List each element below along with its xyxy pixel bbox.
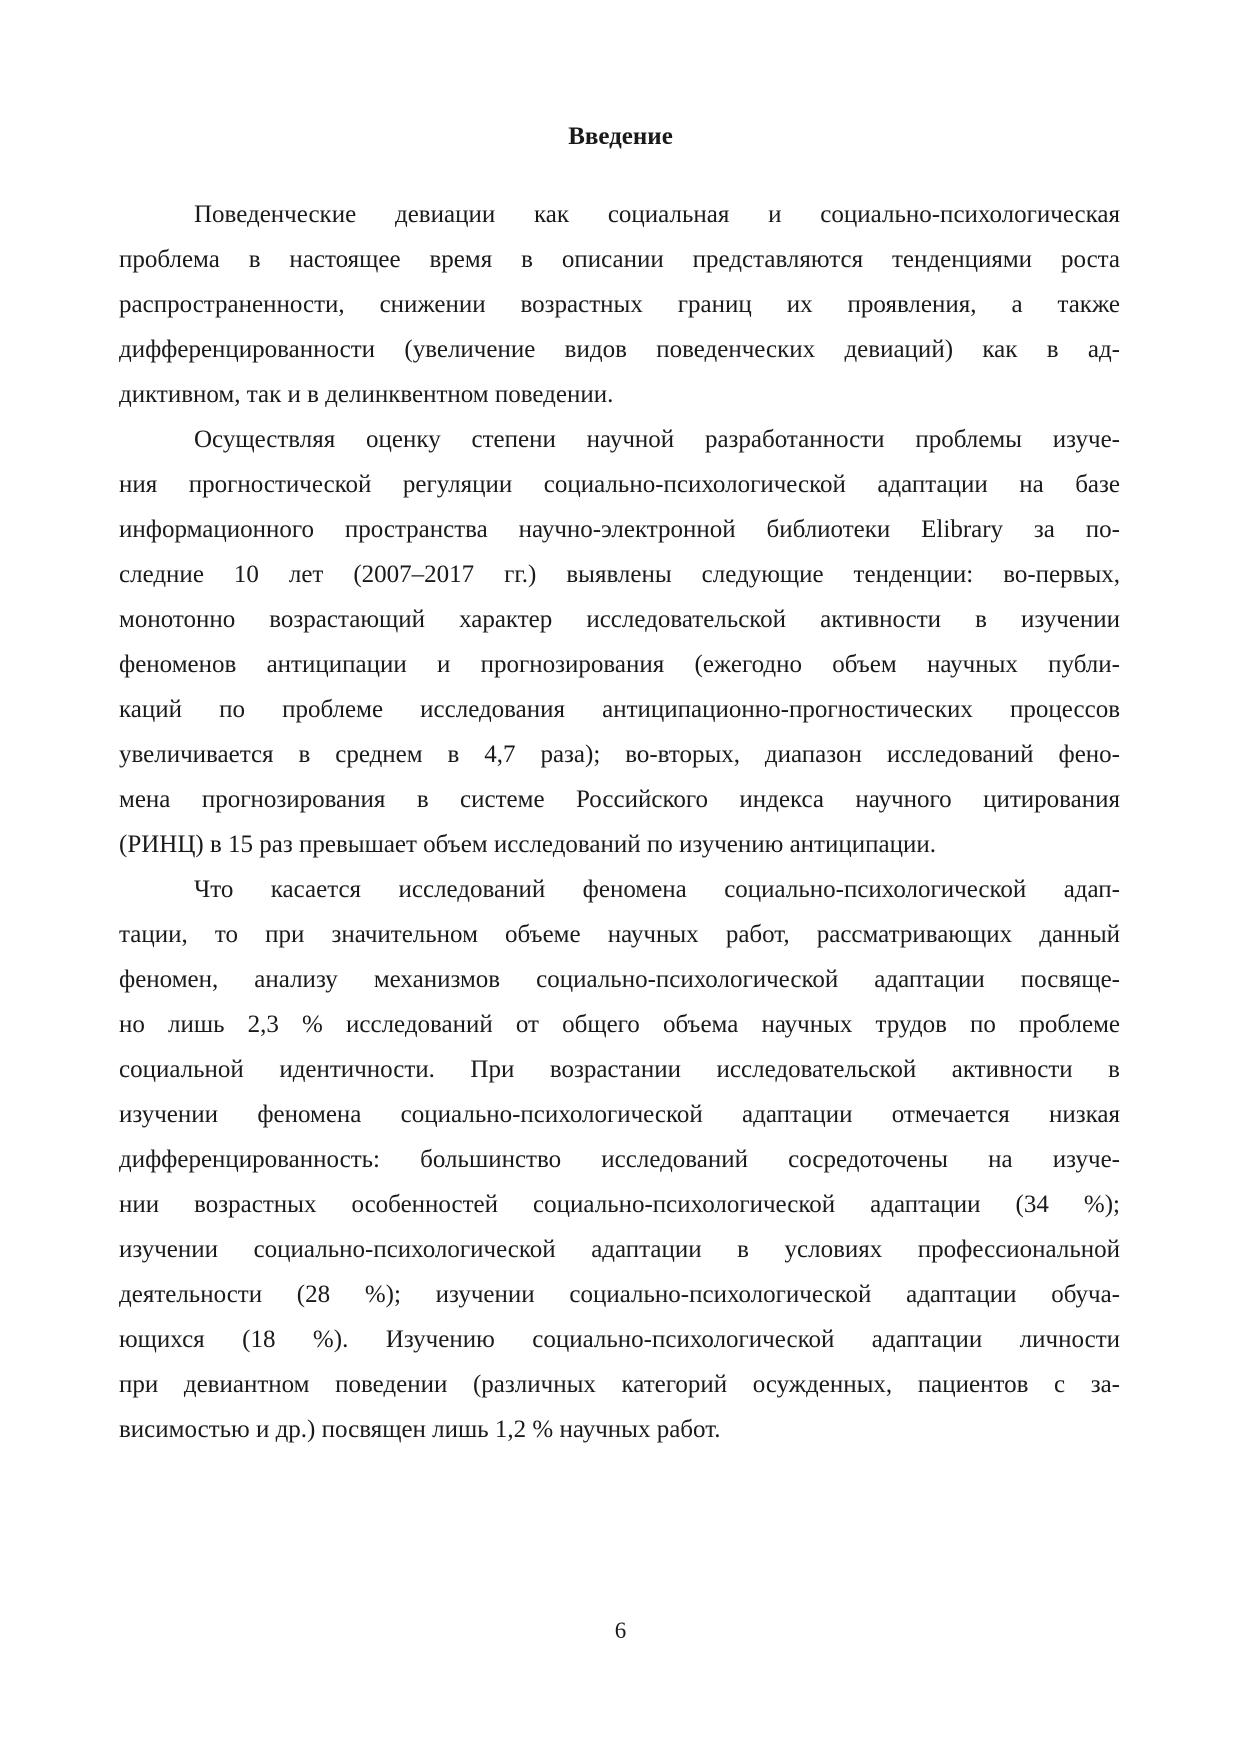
text-line: (РИНЦ) в 15 раз превышает объем исследований по изучению антиципации. xyxy=(119,831,936,858)
text-line: информационного пространства научно-электронной библиотеки Elibrary за по- xyxy=(119,516,1120,543)
text-line: висимостью и др.) посвящен лишь 1,2 % научных работ. xyxy=(119,1416,721,1443)
text-line: увеличивается в среднем в 4,7 раза); во-вторых, диапазон исследований фено- xyxy=(119,741,1120,768)
text-line: феномен, анализу механизмов социально-психологической адаптации посвяще- xyxy=(119,966,1120,993)
text-line: социальной идентичности. При возрастании исследовательской активности в xyxy=(119,1056,1120,1083)
section-title: Введение xyxy=(568,123,673,150)
text-line: монотонно возрастающий характер исследовательской активности в изучении xyxy=(119,606,1120,633)
text-line: дифференцированности (увеличение видов поведенческих девиаций) как в ад- xyxy=(119,336,1120,363)
text-line: изучении феномена социально-психологической адаптации отмечается низкая xyxy=(119,1101,1120,1128)
text-line: ния прогностической регуляции социально-психологической адаптации на базе xyxy=(119,471,1120,498)
text-line: феноменов антиципации и прогнозирования (ежегодно объем научных публи- xyxy=(119,651,1120,678)
text-line: распространенности, снижении возрастных границ их проявления, а также xyxy=(119,291,1120,318)
text-line: тации, то при значительном объеме научных работ, рассматривающих данный xyxy=(119,921,1120,948)
text-line: мена прогнозирования в системе Российского индекса научного цитирования xyxy=(119,786,1120,813)
text-line: изучении социально-психологической адаптации в условиях профессиональной xyxy=(119,1236,1120,1263)
text-line: но лишь 2,3 % исследований от общего объема научных трудов по проблеме xyxy=(119,1011,1120,1038)
text-line: дифференцированность: большинство исследований сосредоточены на изуче- xyxy=(119,1146,1120,1173)
text-line: деятельности (28 %); изучении социально-психологической адаптации обуча- xyxy=(119,1281,1120,1308)
text-line: Осуществляя оценку степени научной разработанности проблемы изуче- xyxy=(194,426,1120,453)
text-line: следние 10 лет (2007–2017 гг.) выявлены следующие тенденции: во-первых, xyxy=(119,561,1120,588)
text-line: ющихся (18 %). Изучению социально-психологической адаптации личности xyxy=(119,1326,1120,1353)
text-line: проблема в настоящее время в описании представляются тенденциями роста xyxy=(119,246,1120,273)
text-line: диктивном, так и в делинквентном поведении. xyxy=(119,381,614,408)
text-line: нии возрастных особенностей социально-психологической адаптации (34 %); xyxy=(119,1191,1120,1218)
text-line: Поведенческие девиации как социальная и социально-психологическая xyxy=(194,201,1120,228)
text-line: Что касается исследований феномена социально-психологической адап- xyxy=(194,876,1120,903)
text-line: при девиантном поведении (различных категорий осужденных, пациентов с за- xyxy=(119,1371,1120,1398)
page-number: 6 xyxy=(614,1618,627,1643)
text-line: каций по проблеме исследования антиципационно-прогностических процессов xyxy=(119,696,1120,723)
